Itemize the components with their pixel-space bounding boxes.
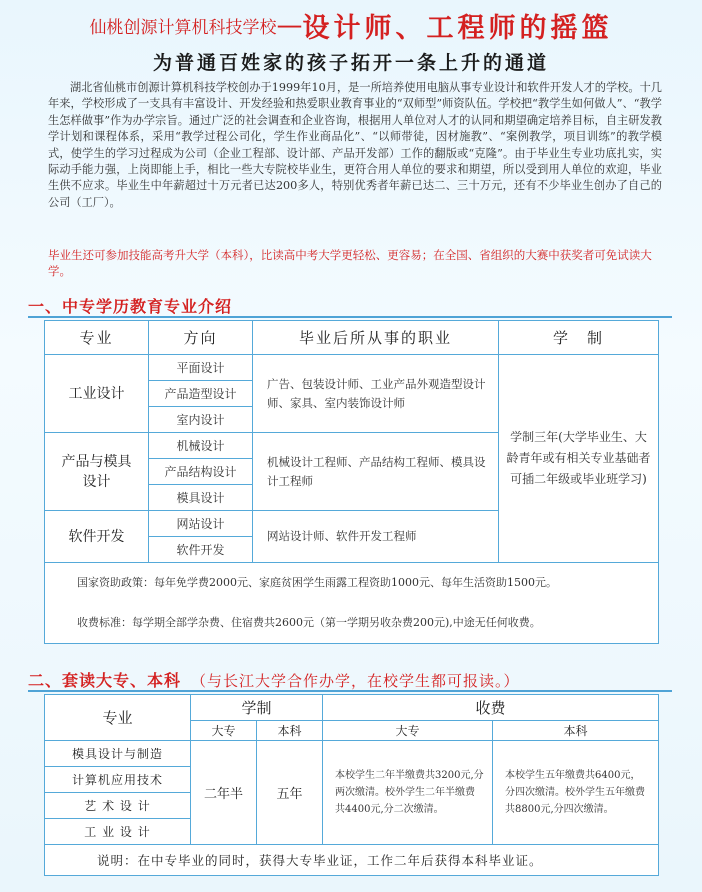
advancement-notice: 毕业生还可参加技能高考升大学（本科），比读高中考大学更轻松、更容易；在全国、省组织的大赛中获奖者可免试读大学。 [48,248,652,278]
table-header-row [45,695,659,721]
direction-software-dev: 软件开发 [149,537,253,563]
header-fee: 收费 [323,695,659,721]
section-1-title-text: 一、中专学历教育专业介绍 [28,297,233,316]
subheader-junior-fee: 大专 [323,721,493,741]
bachelor-fee: 本校学生五年缴费共6400元，分四次缴清。校外学生五年缴费共8800元,分四次缴清。 [493,741,659,845]
bachelor-years: 五年 [257,741,323,845]
header-system: 学制 [191,695,323,721]
major-industrial-design: 工 业 设 计 [45,819,191,845]
direction-mechanical-design: 机械设计 [149,433,253,459]
major-industrial-design: 工业设计 [45,355,149,433]
main-heading [0,6,702,45]
major-product-mold-design-text: 产品与模具设计 [61,453,132,490]
page-subtitle: 为普通百姓家的孩子拓开一条上升的通道 [152,52,549,74]
table-row [45,355,659,381]
table-row [45,741,659,767]
direction-graphic-design: 平面设计 [149,355,253,381]
header-career: 毕业后所从事的职业 [253,321,499,355]
duration-cell: 学制三年(大学毕业生、大龄青年或有相关专业基础者可插二年级或毕业班学习) [499,355,659,563]
section-2-title [28,668,520,691]
career-software-development: 网站设计师、软件开发工程师 [253,511,499,563]
explanation-note: 说明：在中专毕业的同时，获得大专毕业证，工作二年后获得本科毕业证。 [45,845,659,876]
header-major: 专业 [45,321,149,355]
policy-row [45,563,659,644]
joint-degree-table [44,694,659,876]
section-1-divider [28,316,672,318]
major-computer-application: 计算机应用技术 [45,767,191,793]
header-major: 专业 [45,695,191,741]
school-introduction: 湖北省仙桃市创源计算机科技学校创办于1999年10月，是一所培养使用电脑从事专业设计和软件开发人才的学校。十几年来，学校形成了一支具有丰富设计、开发经验和热爱职业教育事业的“双师型”师资队伍。学校把“教学生如何做人”、“教学生怎样做事”作为办学宗旨。通过广泛的社会调查和企业咨询，根据用人单位对人才的认同和期望确定培养目标，自主研发教学计划和课程体系，采用“教学过程公司化，学生作业商品化”、“以师带徒，因材施教”、“案例教学，项目训练”的教学模式，使学生的学习过程成为公司（企业工程部、设计部、产品开发部）工作的翻版或“克隆”。由于毕业生专业功底扎实，实际动手能力强，上岗即能上手，相比一些大专院校毕业生，更符合用人单位的要求和期望，所以受到用人单位的欢迎，毕业生供不应求。毕业生中年薪超过十万元者已达200多人，特别优秀者年薪已达二、三十万元，还有不少毕业生创办了自己的公司（工厂）。 [48,81,662,209]
table-header-row [45,321,659,355]
direction-product-structure: 产品结构设计 [149,459,253,485]
major-mold-design-manufacture: 模具设计与制造 [45,741,191,767]
major-software-development: 软件开发 [45,511,149,563]
fee-standard: 收费标准：每学期全部学杂费、住宿费共2600元（第一学期另收杂费200元),中途无任何收费。 [77,616,541,629]
career-industrial-design: 广告、包装设计师、工业产品外观造型设计师、家具、室内装饰设计师 [253,355,499,433]
explanation-row [45,845,659,876]
direction-web-design: 网站设计 [149,511,253,537]
direction-product-styling: 产品造型设计 [149,381,253,407]
subheader-bachelor-system: 本科 [257,721,323,741]
junior-fee: 本校学生二年半缴费共3200元,分两次缴清。校外学生二年半缴费共4400元,分二次缴清。 [323,741,493,845]
funding-policy: 国家资助政策：每年免学费2000元、家庭贫困学生雨露工程资助1000元、每年生活资助1500元。 [77,576,557,589]
school-name: 仙桃创源计算机科技学校 [89,18,277,38]
policy-cell [45,563,659,644]
header-duration: 学 制 [499,321,659,355]
section-2-divider [28,690,672,692]
section-1-title [28,294,232,317]
junior-years: 二年半 [191,741,257,845]
subheader-junior-system: 大专 [191,721,257,741]
career-product-mold-design: 机械设计工程师、产品结构工程师、模具设计工程师 [253,433,499,511]
direction-mold-design: 模具设计 [149,485,253,511]
heading-dash: — [276,10,303,41]
heading-slogan: 设计师、工程师的摇篮 [302,13,613,44]
header-direction: 方向 [149,321,253,355]
direction-interior-design: 室内设计 [149,407,253,433]
major-art-design: 艺 术 设 计 [45,793,191,819]
subheader-bachelor-fee: 本科 [493,721,659,741]
secondary-programs-table [44,320,659,644]
major-product-mold-design [45,433,149,511]
section-2-title-text: 二、套读大专、本科 [28,671,182,690]
section-2-note: （与长江大学合作办学，在校学生都可报读。） [191,672,520,690]
